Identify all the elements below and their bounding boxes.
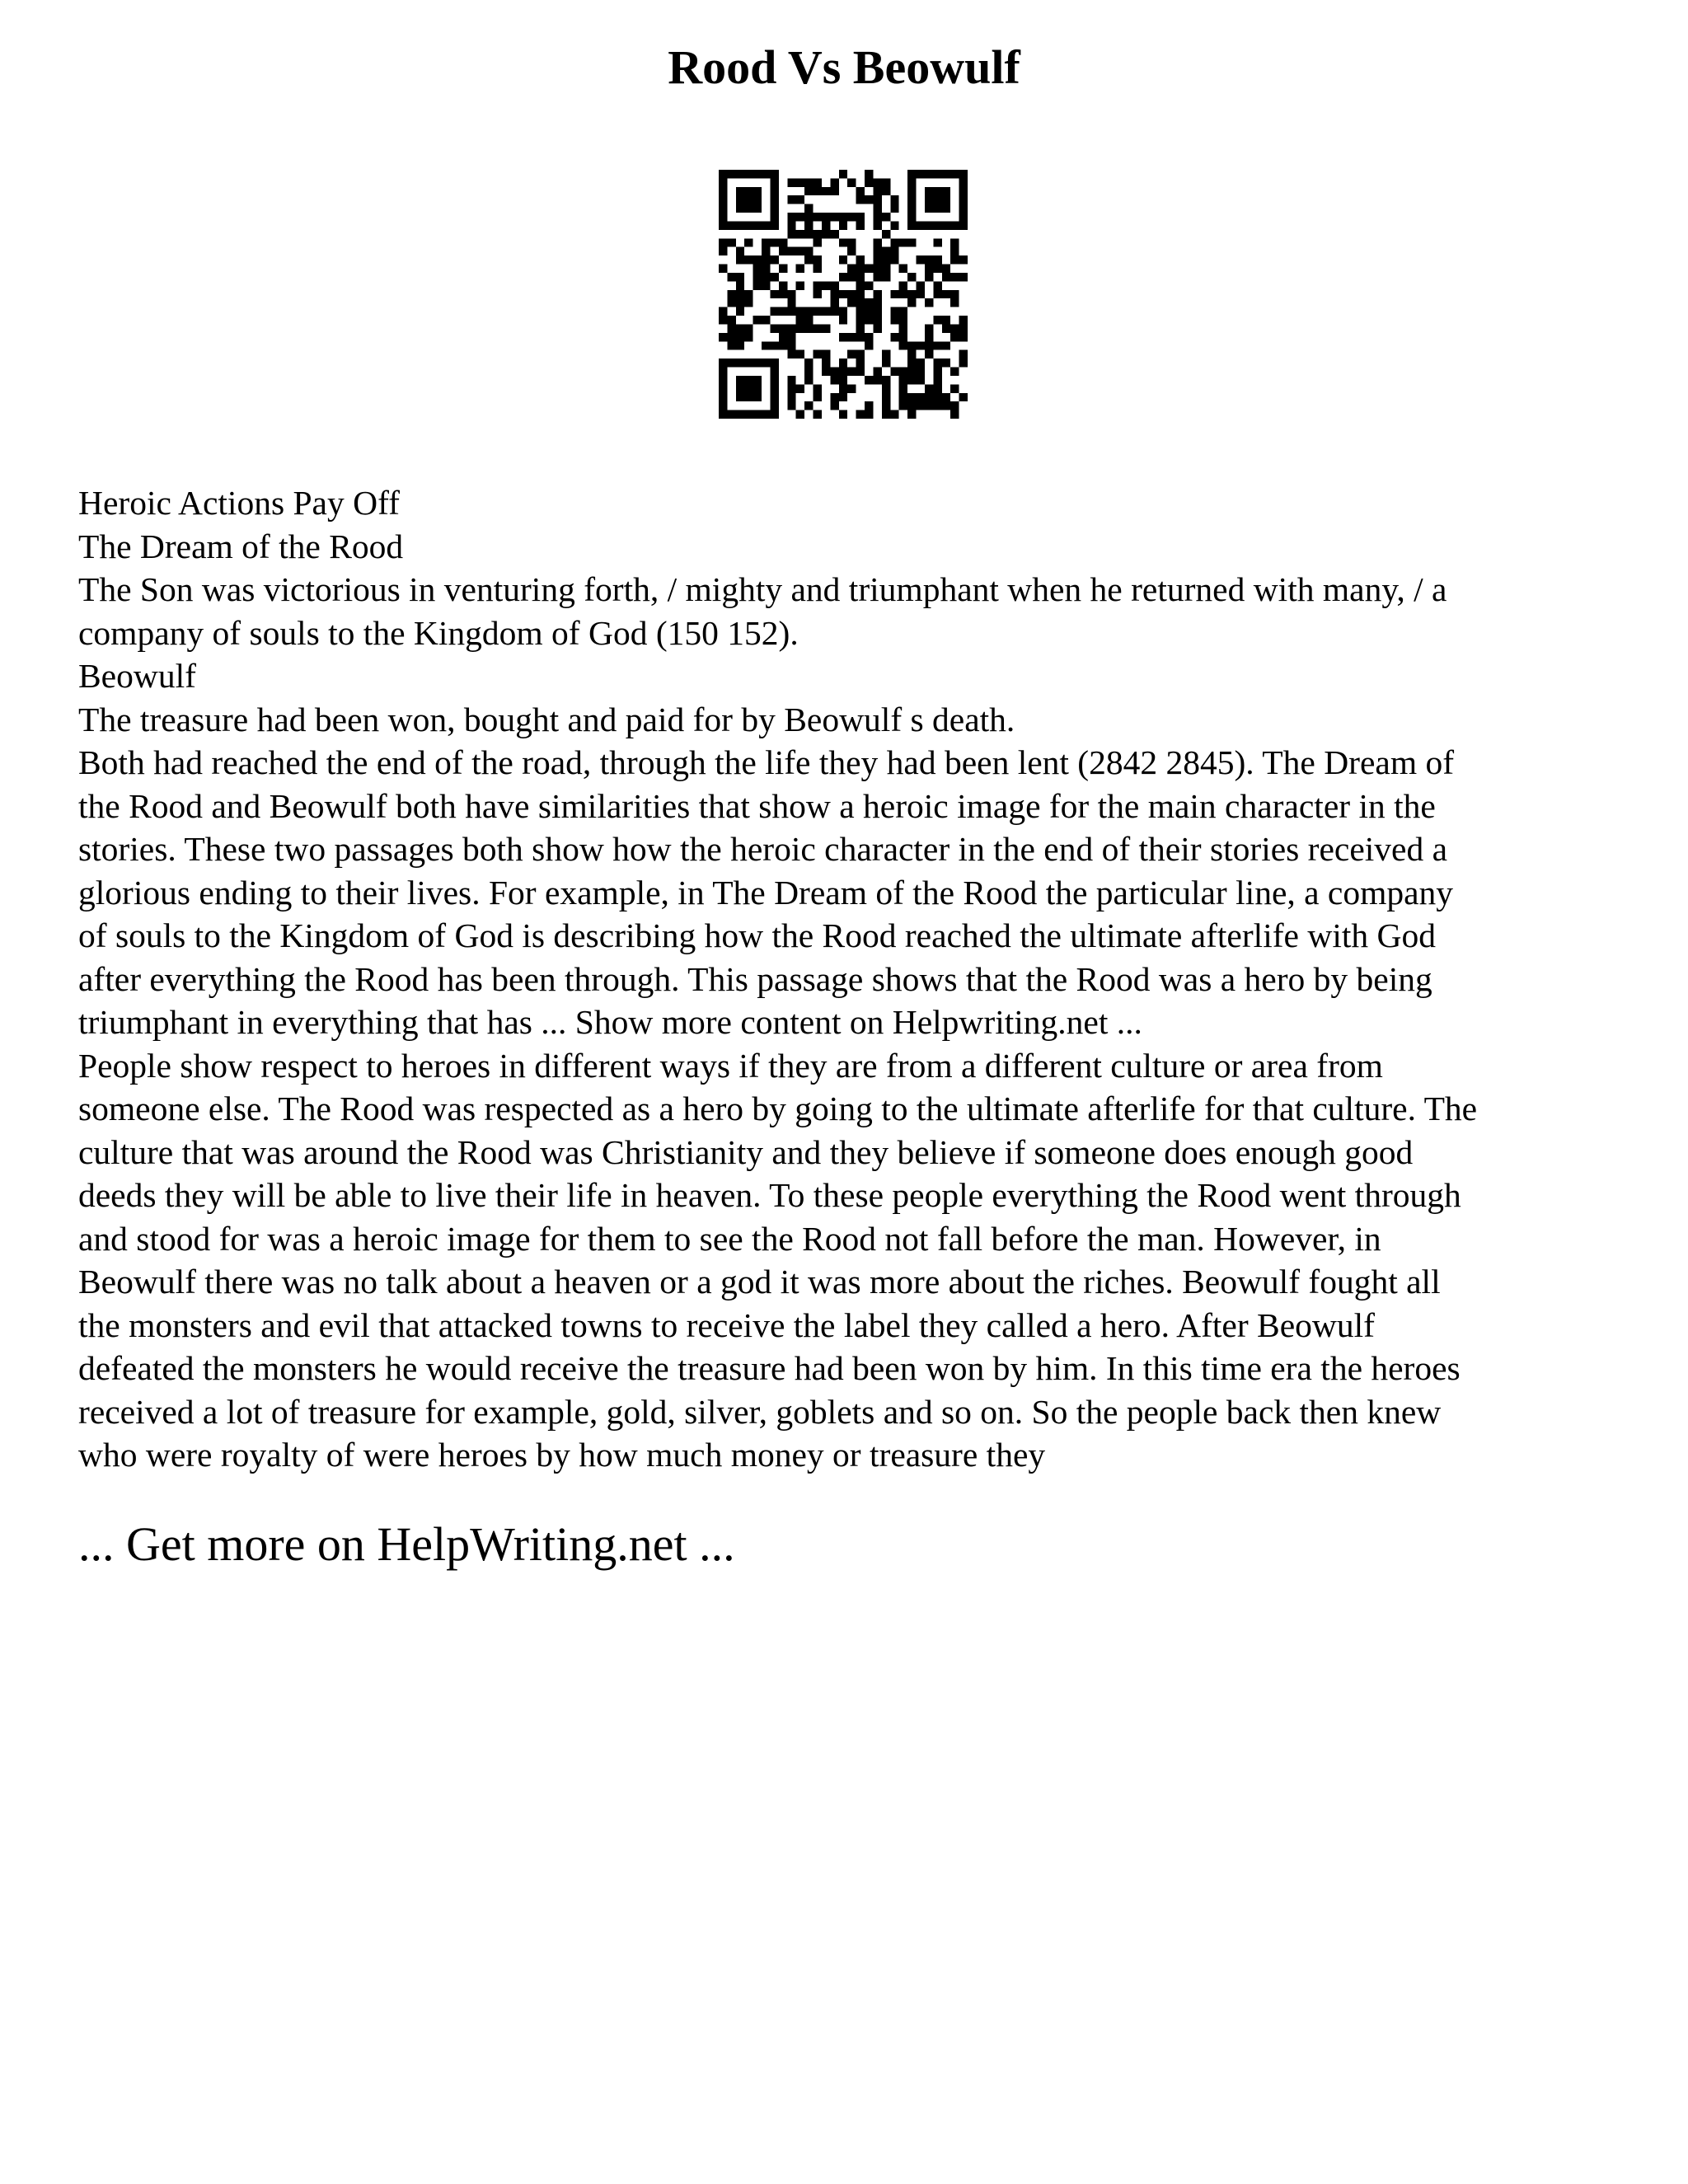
paragraph-line: of souls to the Kingdom of God is describing how the Rood reached the ultimate afterlife with God	[78, 916, 1436, 954]
paragraph-line: and stood for was a heroic image for them to see the Rood not fall before the man. However, in	[78, 1219, 1381, 1258]
essay-body	[78, 481, 1628, 1477]
quote-line: company of souls to the Kingdom of God (150 152).	[78, 613, 799, 652]
paragraph-line: the monsters and evil that attacked towns to receive the label they called a hero. After Beowulf	[78, 1305, 1375, 1344]
paragraph-line: stories. These two passages both show how the heroic character in the end of their stories received a	[78, 830, 1447, 868]
paragraph-line: deeds they will be able to live their life in heaven. To these people everything the Rood went through	[78, 1176, 1461, 1214]
paragraph-line: glorious ending to their lives. For example, in The Dream of the Rood the particular line, a company	[78, 873, 1454, 912]
heading-heroic-actions: Heroic Actions Pay Off	[78, 484, 400, 522]
heading-dream-of-rood: The Dream of the Rood	[78, 527, 404, 565]
quote-line: The Son was victorious in venturing forth, / mighty and triumphant when he returned with many, / a	[78, 570, 1447, 608]
paragraph-line: who were royalty of were heroes by how much money or treasure they	[78, 1436, 1046, 1474]
qr-code-icon	[719, 170, 968, 419]
paragraph-line: Beowulf there was no talk about a heaven or a god it was more about the riches. Beowulf fought all	[78, 1263, 1441, 1301]
heading-beowulf: Beowulf	[78, 657, 196, 695]
paragraph-line: the Rood and Beowulf both have similarities that show a heroic image for the main character in the	[78, 786, 1436, 825]
paragraph-line: Both had reached the end of the road, through the life they had been lent (2842 2845). The Dream of	[78, 743, 1455, 781]
paragraph-line: triumphant in everything that has ... Show more content on Helpwriting.net ...	[78, 1003, 1142, 1041]
paragraph-line: someone else. The Rood was respected as a hero by going to the ultimate afterlife for that culture. The	[78, 1090, 1478, 1127]
qr-code-graphic	[719, 170, 968, 419]
paragraph-line: defeated the monsters he would receive the treasure had been won by him. In this time era the heroes	[78, 1349, 1461, 1387]
paragraph-line: received a lot of treasure for example, gold, silver, goblets and so on. So the people back then knew	[78, 1392, 1442, 1431]
get-more-link[interactable]: ... Get more on HelpWriting.net ...	[78, 1517, 735, 1571]
page-title: Rood Vs Beowulf	[668, 40, 1020, 94]
paragraph-line: People show respect to heroes in different ways if they are from a different culture or area from	[78, 1046, 1383, 1085]
paragraph-line: culture that was around the Rood was Christianity and they believe if someone does enough good	[78, 1132, 1414, 1171]
paragraph-line: after everything the Rood has been through. This passage shows that the Rood was a hero by being	[78, 959, 1432, 998]
quote-line: The treasure had been won, bought and paid for by Beowulf s death.	[78, 700, 1015, 738]
